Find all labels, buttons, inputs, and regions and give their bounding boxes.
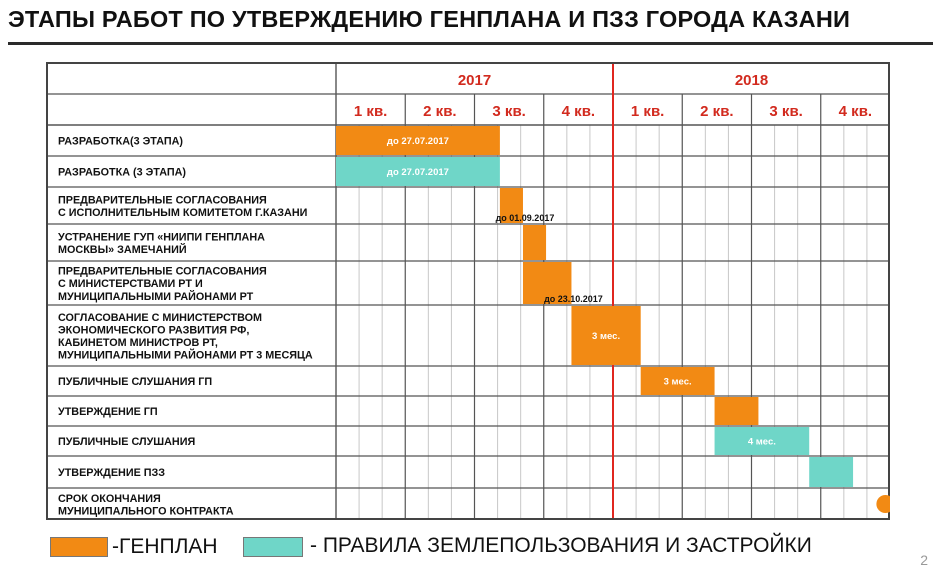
bar-label: до 27.07.2017 — [386, 136, 449, 147]
task-label: ПРЕДВАРИТЕЛЬНЫЕ СОГЛАСОВАНИЯ — [58, 194, 267, 207]
bar-label: до 27.07.2017 — [386, 167, 449, 178]
bar-label: 3 мес. — [592, 331, 621, 342]
task-label: КАБИНЕТОМ МИНИСТРОВ РТ, — [58, 337, 218, 349]
task-label: СОГЛАСОВАНИЕ С МИНИСТЕРСТВОМ — [58, 311, 263, 324]
bar-label: 3 мес. — [663, 376, 692, 388]
year-label-2017: 2017 — [457, 72, 492, 89]
legend-swatch-pzz — [243, 537, 303, 557]
task-label: ПУБЛИЧНЫЕ СЛУШАНИЯ — [58, 436, 196, 449]
task-label: УСТРАНЕНИЕ ГУП «НИИПИ ГЕНПЛАНА — [58, 231, 265, 244]
title-underline — [8, 42, 933, 45]
quarter-label: 3 кв. — [492, 103, 526, 120]
legend-label-genplan: -ГЕНПЛАН — [112, 535, 218, 558]
quarter-label: 2 кв. — [700, 103, 734, 120]
task-label: С ИСПОЛНИТЕЛЬНЫМ КОМИТЕТОМ Г.КАЗАНИ — [58, 207, 308, 219]
bar-label: до 23.10.2017 — [544, 294, 603, 304]
task-label: МУНИЦИПАЛЬНОГО КОНТРАКТА — [58, 505, 234, 518]
quarter-label: 1 кв. — [630, 103, 665, 120]
task-label: УТВЕРЖДЕНИЕ ГП — [58, 406, 158, 419]
task-label: МУНИЦИПАЛЬНЫМИ РАЙОНАМИ РТ — [58, 290, 254, 303]
task-label: ЭКОНОМИЧЕСКОГО РАЗВИТИЯ РФ, — [58, 324, 250, 337]
quarter-label: 4 кв. — [838, 103, 873, 120]
bar-label: 4 мес. — [747, 436, 776, 448]
task-label: РАЗРАБОТКА (3 ЭТАПА) — [58, 166, 187, 179]
bar-label: до 01.09.2017 — [495, 213, 555, 223]
page-number: 2 — [920, 552, 928, 568]
gantt-bar-genplan — [715, 397, 759, 425]
gantt-svg — [46, 62, 890, 524]
task-label: УТВЕРЖДЕНИЕ ПЗЗ — [58, 467, 166, 480]
legend-label-pzz: - ПРАВИЛА ЗЕМЛЕПОЛЬЗОВАНИЯ И ЗАСТРОЙКИ — [310, 534, 812, 557]
gantt-bar-genplan — [523, 225, 546, 260]
quarter-label: 4 кв. — [561, 103, 596, 120]
quarter-label: 1 кв. — [353, 103, 388, 120]
legend-swatch-genplan — [50, 537, 108, 557]
task-label: МУНИЦИПАЛЬНЫМИ РАЙОНАМИ РТ 3 МЕСЯЦА — [58, 349, 313, 362]
gantt-bar-pzz — [809, 457, 853, 487]
page-title: ЭТАПЫ РАБОТ ПО УТВЕРЖДЕНИЮ ГЕНПЛАНА И ПЗЗ ГОРОДА КАЗАНИ — [8, 6, 851, 32]
task-label: МОСКВЫ» ЗАМЕЧАНИЙ — [58, 244, 187, 256]
task-label: СРОК ОКОНЧАНИЯ — [58, 492, 161, 505]
task-label: С МИНИСТЕРСТВАМИ РТ И — [58, 278, 203, 291]
task-label: РАЗРАБОТКА(3 ЭТАПА) — [58, 135, 184, 148]
year-label-2018: 2018 — [734, 72, 769, 89]
task-label: ПРЕДВАРИТЕЛЬНЫЕ СОГЛАСОВАНИЯ — [58, 265, 267, 278]
task-label: ПУБЛИЧНЫЕ СЛУШАНИЯ ГП — [58, 376, 213, 389]
quarter-label: 2 кв. — [423, 103, 457, 120]
quarter-label: 3 кв. — [769, 103, 803, 120]
gantt-chart — [46, 62, 890, 524]
